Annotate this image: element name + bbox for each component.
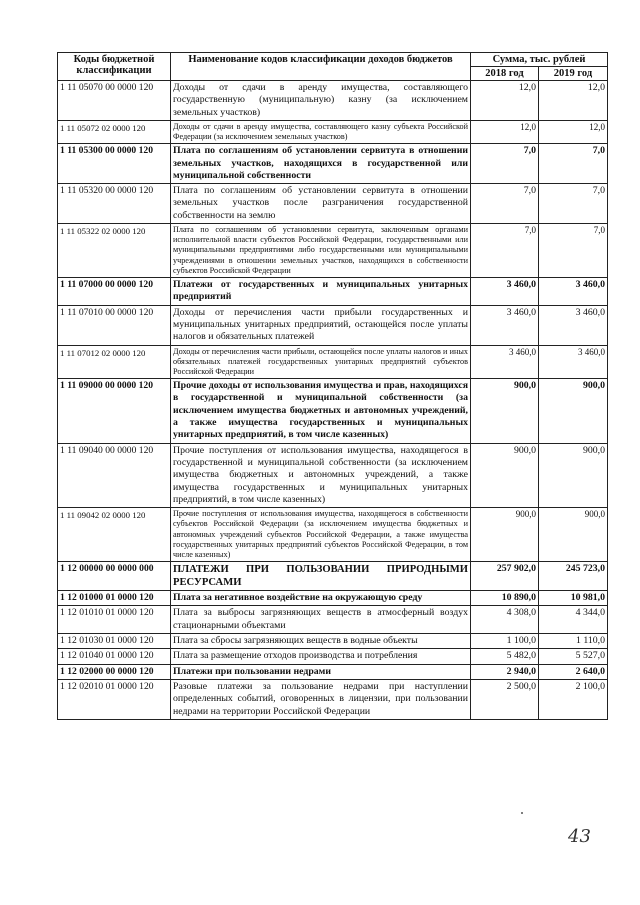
- row-value-2018: 7,0: [471, 144, 539, 184]
- row-code: 1 12 01040 01 0000 120: [58, 649, 171, 664]
- table-row: [58, 649, 608, 664]
- row-value-2019: 10 981,0: [539, 591, 608, 606]
- row-value-2018: 7,0: [471, 224, 539, 278]
- row-value-2019: 245 723,0: [539, 562, 608, 591]
- row-value-2019: 1 110,0: [539, 634, 608, 649]
- row-name: Разовые платежи за пользование недрами при наступлении определенных событий, оговоренных в лицензии, при пользовании недрами на территории Российской Федерации: [171, 679, 471, 719]
- row-value-2019: 2 640,0: [539, 664, 608, 679]
- row-name: Прочие поступления от использования имущества, находящегося в собственности субъектов Российской Федерации (за исключением имущества бюджетных и автономных учреждений субъектов Российской Федерации, а также имущества государственных унитарных предприятий субъектов Российской Федерации, в том числе казенных): [171, 508, 471, 562]
- row-name: Плата за выбросы загрязняющих веществ в атмосферный воздух стационарными объектами: [171, 606, 471, 634]
- table-row: [58, 224, 608, 278]
- table-row: [58, 120, 608, 143]
- row-code: 1 12 02010 01 0000 120: [58, 679, 171, 719]
- row-value-2019: 12,0: [539, 81, 608, 121]
- table-row: [58, 562, 608, 591]
- table-row: [58, 184, 608, 224]
- budget-revenue-table: [57, 52, 608, 720]
- row-name: Плата за размещение отходов производства и потребления: [171, 649, 471, 664]
- header-year-2019: 2019 год: [539, 67, 608, 81]
- row-value-2018: 900,0: [471, 508, 539, 562]
- header-codes: Коды бюджетной классификации: [58, 53, 171, 81]
- table-row: [58, 443, 608, 507]
- table-row: [58, 278, 608, 306]
- header-year-2018: 2018 год: [471, 67, 539, 81]
- header-sum: Сумма, тыс. рублей: [471, 53, 608, 67]
- table-row: [58, 634, 608, 649]
- row-code: 1 11 05072 02 0000 120: [58, 120, 171, 143]
- row-name: Доходы от сдачи в аренду имущества, составляющего казну субъекта Российской Федерации (за исключением земельных участков): [171, 120, 471, 143]
- row-value-2018: 3 460,0: [471, 278, 539, 306]
- row-value-2018: 10 890,0: [471, 591, 539, 606]
- table-row: [58, 508, 608, 562]
- table-row: [58, 144, 608, 184]
- table-row: [58, 679, 608, 719]
- row-value-2019: 5 527,0: [539, 649, 608, 664]
- row-code: 1 11 07010 00 0000 120: [58, 305, 171, 345]
- row-code: 1 11 09042 02 0000 120: [58, 508, 171, 562]
- row-name: Платежи при пользовании недрами: [171, 664, 471, 679]
- table-row: [58, 664, 608, 679]
- row-name: Доходы от перечисления части прибыли государственных и муниципальных унитарных предприятий, остающейся после уплаты налогов и обязательных платежей: [171, 305, 471, 345]
- row-code: 1 12 02000 00 0000 120: [58, 664, 171, 679]
- row-code: 1 11 07012 02 0000 120: [58, 345, 171, 379]
- table-row: [58, 345, 608, 379]
- row-name: Плата по соглашениям об установлении сервитута, заключенным органами исполнительной власти субъектов Российской Федерации, государственными или муниципальными предприятиями либо государственными или муниципальными учреждениями в отношении земельных участков, находящихся в собственности субъектов Российской Федерации: [171, 224, 471, 278]
- row-code: 1 11 09000 00 0000 120: [58, 379, 171, 443]
- row-value-2018: 7,0: [471, 184, 539, 224]
- stray-dot: [521, 812, 523, 814]
- row-code: 1 11 05322 02 0000 120: [58, 224, 171, 278]
- row-name: Платежи от государственных и муниципальных унитарных предприятий: [171, 278, 471, 306]
- row-value-2019: 4 344,0: [539, 606, 608, 634]
- row-value-2018: 257 902,0: [471, 562, 539, 591]
- row-value-2019: 900,0: [539, 508, 608, 562]
- row-value-2018: 5 482,0: [471, 649, 539, 664]
- row-value-2018: 2 500,0: [471, 679, 539, 719]
- row-name: Плата по соглашениям об установлении сервитута в отношении земельных участков после разграничения государственной собственности на землю: [171, 184, 471, 224]
- row-code: 1 11 05320 00 0000 120: [58, 184, 171, 224]
- row-code: 1 11 07000 00 0000 120: [58, 278, 171, 306]
- row-value-2019: 12,0: [539, 120, 608, 143]
- table-row: [58, 81, 608, 121]
- table-row: [58, 591, 608, 606]
- row-code: 1 12 00000 00 0000 000: [58, 562, 171, 591]
- header-name: Наименование кодов классификации доходов бюджетов: [171, 53, 471, 81]
- row-value-2018: 1 100,0: [471, 634, 539, 649]
- row-value-2018: 3 460,0: [471, 305, 539, 345]
- row-value-2019: 900,0: [539, 443, 608, 507]
- row-name: Прочие поступления от использования имущества, находящегося в государственной и муниципальной собственности (за исключением имущества бюджетных и автономных учреждений, а также имущества государственных и муниципальных унитарных предприятий, в том числе казенных): [171, 443, 471, 507]
- row-name: Плата по соглашениям об установлении сервитута в отношении земельных участков, находящихся в государственной или муниципальной собственности: [171, 144, 471, 184]
- page-number: 43: [568, 826, 591, 847]
- row-name: Плата за сбросы загрязняющих веществ в водные объекты: [171, 634, 471, 649]
- row-value-2019: 2 100,0: [539, 679, 608, 719]
- row-value-2019: 7,0: [539, 144, 608, 184]
- row-name: Прочие доходы от использования имущества и прав, находящихся в государственной и муниципальной собственности (за исключением имущества бюджетных и автономных учреждений, а также имущества государственных и муниципальных унитарных предприятий, в том числе казенных): [171, 379, 471, 443]
- row-value-2019: 900,0: [539, 379, 608, 443]
- row-code: 1 11 05300 00 0000 120: [58, 144, 171, 184]
- row-name: ПЛАТЕЖИ ПРИ ПОЛЬЗОВАНИИ ПРИРОДНЫМИ РЕСУРСАМИ: [171, 562, 471, 591]
- row-name: Доходы от сдачи в аренду имущества, составляющего государственную (муниципальную) казну (за исключением земельных участков): [171, 81, 471, 121]
- row-code: 1 11 05070 00 0000 120: [58, 81, 171, 121]
- row-value-2018: 2 940,0: [471, 664, 539, 679]
- row-code: 1 12 01010 01 0000 120: [58, 606, 171, 634]
- row-value-2019: 3 460,0: [539, 278, 608, 306]
- row-value-2018: 12,0: [471, 81, 539, 121]
- row-value-2018: 900,0: [471, 443, 539, 507]
- row-value-2019: 7,0: [539, 224, 608, 278]
- row-value-2019: 3 460,0: [539, 345, 608, 379]
- row-value-2018: 3 460,0: [471, 345, 539, 379]
- table-body: [58, 81, 608, 720]
- row-code: 1 12 01000 01 0000 120: [58, 591, 171, 606]
- row-code: 1 11 09040 00 0000 120: [58, 443, 171, 507]
- table-row: [58, 606, 608, 634]
- row-value-2019: 3 460,0: [539, 305, 608, 345]
- table-row: [58, 379, 608, 443]
- row-value-2018: 4 308,0: [471, 606, 539, 634]
- row-code: 1 12 01030 01 0000 120: [58, 634, 171, 649]
- row-name: Плата за негативное воздействие на окружающую среду: [171, 591, 471, 606]
- row-name: Доходы от перечисления части прибыли, остающейся после уплаты налогов и иных обязательных платежей государственных унитарных предприятий субъектов Российской Федерации: [171, 345, 471, 379]
- row-value-2018: 12,0: [471, 120, 539, 143]
- row-value-2018: 900,0: [471, 379, 539, 443]
- table-row: [58, 305, 608, 345]
- row-value-2019: 7,0: [539, 184, 608, 224]
